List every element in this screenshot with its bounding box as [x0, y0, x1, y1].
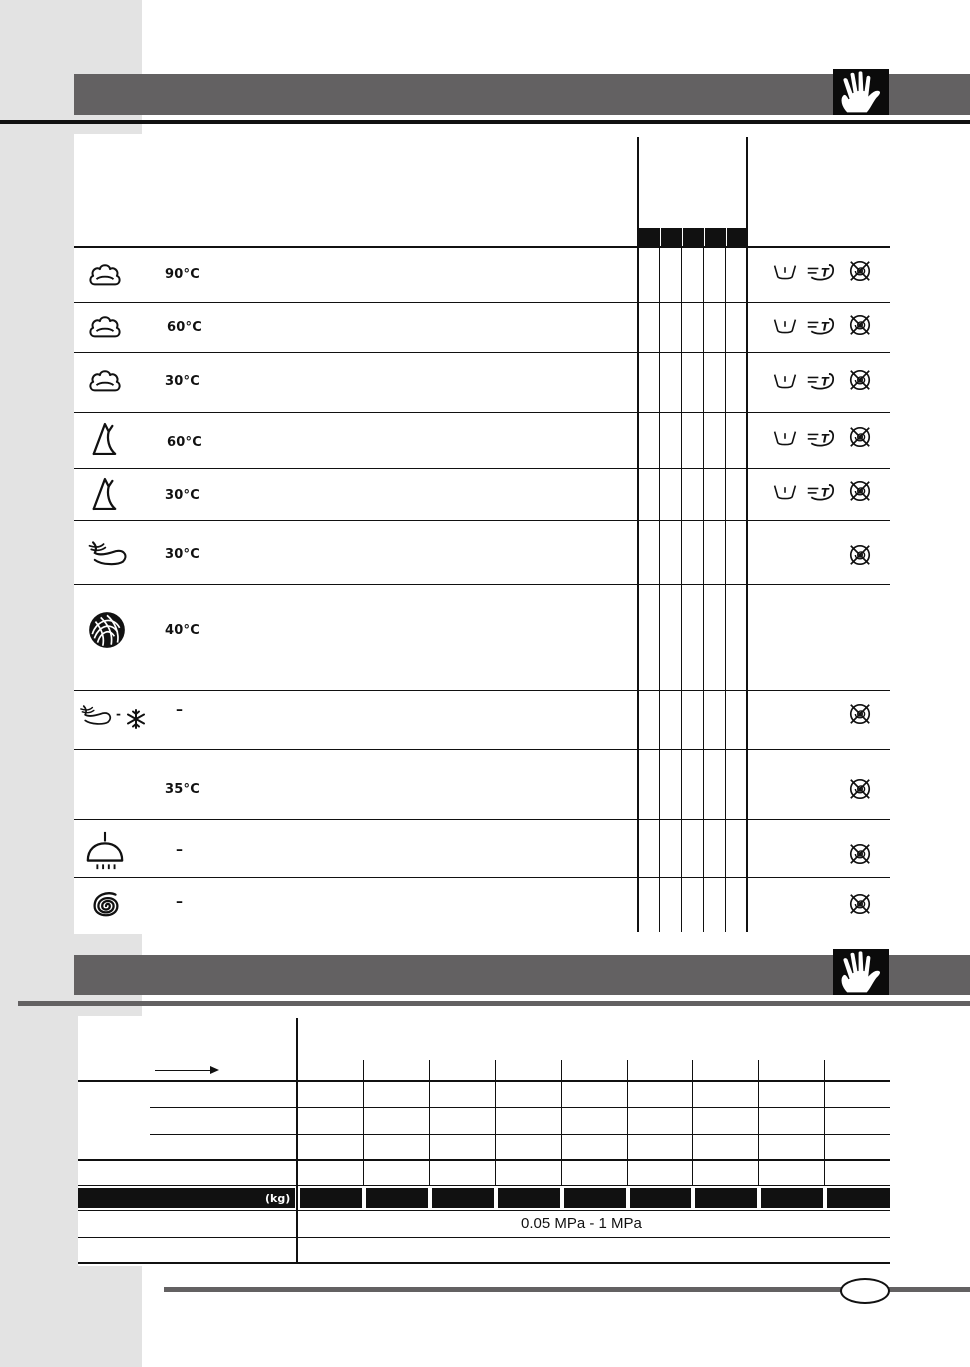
- spec-row-separator: [78, 1185, 890, 1186]
- cotton-icon: [88, 260, 122, 290]
- row-separator: [74, 690, 890, 691]
- capacity-cell: [300, 1188, 362, 1208]
- delicate-icon: [86, 536, 130, 568]
- no-spin-icon: [848, 702, 872, 726]
- stain-icon: [806, 427, 836, 449]
- row-separator: [74, 520, 890, 521]
- row-separator: [74, 877, 890, 878]
- section-header-rule: [0, 120, 970, 124]
- no-spin-icon: [848, 425, 872, 449]
- row-separator: [74, 468, 890, 469]
- table-divider: [659, 228, 660, 932]
- hand-icon: [833, 63, 889, 121]
- program-temperature: –: [176, 894, 183, 910]
- program-temperature: 90°C: [165, 267, 200, 282]
- no-spin-icon: [848, 892, 872, 916]
- no-spin-icon: [848, 543, 872, 567]
- spec-column-divider: [363, 1060, 364, 1185]
- column-header-cell: [639, 228, 659, 246]
- spec-row-separator: [78, 1262, 890, 1264]
- spec-row-separator: [150, 1134, 890, 1135]
- prewash-icon: [773, 428, 797, 448]
- stain-icon: [806, 261, 836, 283]
- capacity-unit: (kg): [265, 1192, 291, 1205]
- spec-row-separator: [78, 1080, 890, 1082]
- program-temperature: 35°C: [165, 782, 200, 797]
- row-separator: [74, 749, 890, 750]
- spec-row-separator: [78, 1237, 890, 1238]
- no-spin-icon: [848, 368, 872, 392]
- wool-icon: [86, 609, 128, 651]
- spec-table-divider: [296, 1018, 298, 1264]
- row-separator: [74, 819, 890, 820]
- program-temperature: –: [176, 702, 183, 718]
- capacity-cell: [564, 1188, 626, 1208]
- column-header-cell: [727, 228, 746, 246]
- water-pressure-value: 0.05 MPa - 1 MPa: [521, 1215, 642, 1232]
- capacity-cell: [432, 1188, 494, 1208]
- capacity-cell: [695, 1188, 757, 1208]
- program-temperature: –: [176, 842, 183, 858]
- stain-icon: [806, 370, 836, 392]
- section-header-rule: [18, 1001, 970, 1006]
- table-divider: [725, 228, 726, 932]
- row-separator: [74, 246, 890, 248]
- program-temperature: 60°C: [167, 435, 202, 450]
- prewash-icon: [773, 316, 797, 336]
- prewash-icon: [773, 371, 797, 391]
- synthetic-icon: [90, 420, 118, 458]
- cotton-icon: [88, 366, 122, 396]
- no-spin-icon: [848, 479, 872, 503]
- program-temperature: 30°C: [165, 547, 200, 562]
- table-divider: [681, 228, 682, 932]
- spin-icon: [87, 887, 125, 925]
- page-number-badge: [840, 1278, 890, 1304]
- program-table: [74, 134, 890, 934]
- capacity-label-cell: [78, 1188, 295, 1208]
- rinse-icon: [84, 831, 126, 871]
- spec-column-divider: [824, 1060, 825, 1185]
- no-spin-icon: [848, 777, 872, 801]
- spec-column-divider: [758, 1060, 759, 1185]
- spec-column-divider: [692, 1060, 693, 1185]
- arrow-head-icon: [210, 1066, 219, 1074]
- row-separator: [74, 412, 890, 413]
- cotton-icon: [88, 312, 122, 342]
- capacity-cell: [366, 1188, 428, 1208]
- stain-icon: [806, 315, 836, 337]
- no-spin-icon: [848, 842, 872, 866]
- capacity-cell: [827, 1188, 890, 1208]
- snowflake-icon: [126, 709, 146, 729]
- spec-row-separator: [78, 1159, 890, 1161]
- no-spin-icon: [848, 259, 872, 283]
- spec-table: [78, 1016, 890, 1266]
- capacity-cell: [630, 1188, 691, 1208]
- row-separator: [74, 302, 890, 303]
- spec-row-separator: [78, 1210, 890, 1211]
- spec-column-divider: [561, 1060, 562, 1185]
- spec-row-separator: [150, 1107, 890, 1108]
- spec-column-divider: [495, 1060, 496, 1185]
- row-separator: [74, 584, 890, 585]
- column-header-cell: [683, 228, 703, 246]
- column-header-cell: [705, 228, 725, 246]
- prewash-icon: [773, 482, 797, 502]
- row-separator: [74, 352, 890, 353]
- no-spin-icon: [848, 313, 872, 337]
- prewash-icon: [773, 262, 797, 282]
- capacity-cell: [761, 1188, 823, 1208]
- stain-icon: [806, 481, 836, 503]
- synthetic-icon: [90, 475, 118, 513]
- program-temperature: 60°C: [167, 320, 202, 335]
- table-divider: [746, 137, 748, 932]
- table-divider: [637, 137, 639, 932]
- capacity-cell: [498, 1188, 560, 1208]
- delicate-icon: [78, 700, 114, 728]
- column-header-cell: [661, 228, 681, 246]
- hand-icon: [833, 943, 889, 1001]
- program-temperature: 30°C: [165, 488, 200, 503]
- icon-separator-dash: -: [116, 707, 121, 721]
- table-divider: [703, 228, 704, 932]
- spec-column-divider: [627, 1060, 628, 1185]
- arrow-line: [155, 1070, 211, 1071]
- program-temperature: 30°C: [165, 374, 200, 389]
- program-temperature: 40°C: [165, 623, 200, 638]
- spec-column-divider: [429, 1060, 430, 1185]
